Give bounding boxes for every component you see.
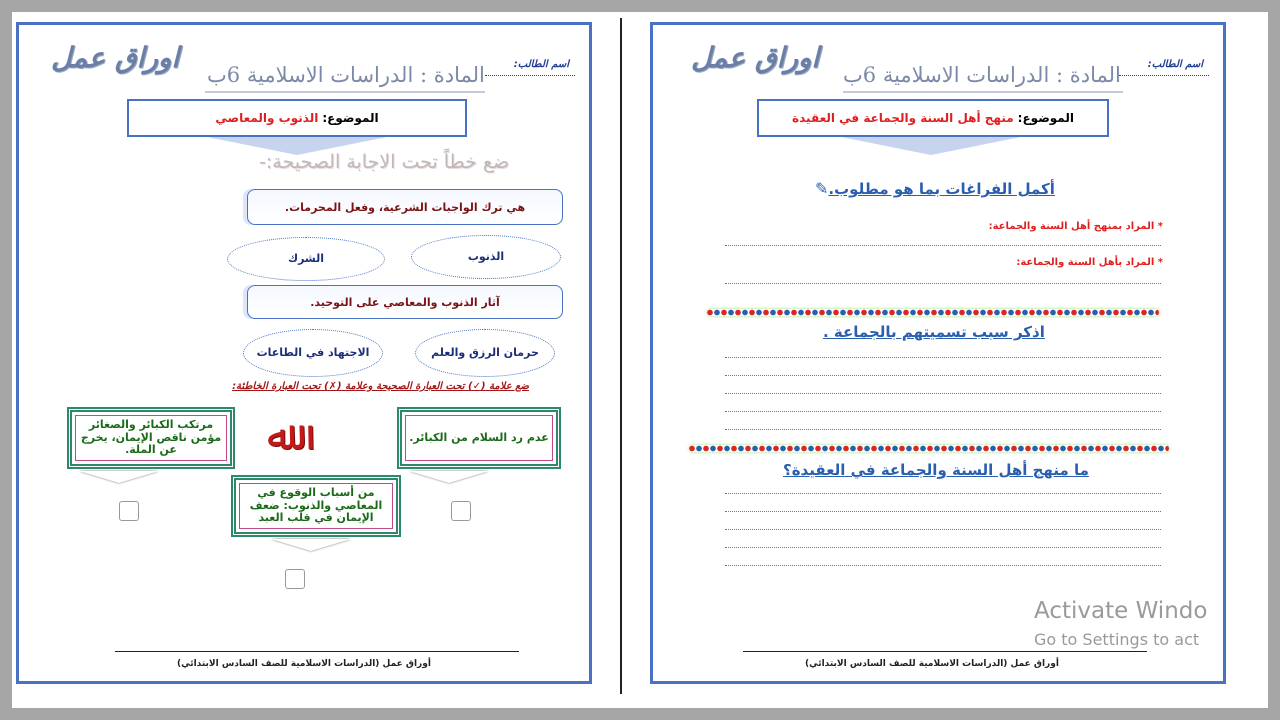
bead-divider-2 [689, 445, 1169, 452]
topic-value: الذنوب والمعاصي [215, 111, 319, 125]
student-name-label: اسم الطالب: [513, 59, 569, 70]
answer-line-12[interactable] [725, 565, 1161, 566]
fill-blanks-heading [811, 179, 1055, 198]
reason-heading: اذكر سبب تسميتهم بالجماعة . [823, 323, 1045, 341]
definition-scroll: هي ترك الواجبات الشرعية، وفعل المحرمات. [247, 189, 563, 225]
topic-label: الموضوع: [1017, 111, 1074, 125]
choice-oval-shirk[interactable]: الشرك [227, 237, 385, 281]
student-name-line [485, 75, 575, 76]
arrow-left-card [79, 471, 159, 483]
methodology-heading: ما منهج أهل السنة والجماعة في العقيدة؟ [783, 461, 1089, 479]
answer-line-2[interactable] [725, 283, 1161, 284]
topic-value: منهج أهل السنة والجماعة في العقيدة [792, 111, 1014, 125]
mark-instruction: ضع علامة (✓) تحت العبارة الصحيحة وعلامة (✗) تحت العبارة الخاطئة: [232, 381, 529, 392]
statement-card-greeting: عدم رد السلام من الكبائر. [397, 407, 561, 469]
answer-line-4[interactable] [725, 375, 1161, 376]
footer-divider [743, 651, 1147, 652]
choice-oval-deprivation[interactable]: حرمان الرزق والعلم [415, 329, 555, 377]
answer-checkbox-right[interactable] [451, 501, 471, 521]
activation-watermark-subtitle: Go to Settings to act [1034, 630, 1200, 649]
footer-divider [115, 651, 519, 652]
worksheet-title: اوراق عمل [51, 41, 180, 74]
student-name-line [1119, 75, 1209, 76]
subject-underline [205, 91, 485, 93]
choice-oval-diligence[interactable]: الاجتهاد في الطاعات [243, 329, 383, 377]
statement-card-major-sins: مرتكب الكبائر والصغائر مؤمن ناقص الإيمان، يخرج عن الملة. [67, 407, 235, 469]
topic-box [757, 99, 1109, 137]
answer-line-8[interactable] [725, 493, 1161, 494]
answer-line-5[interactable] [725, 393, 1161, 394]
answer-line-6[interactable] [725, 411, 1161, 412]
left-page [16, 22, 592, 684]
answer-line-7[interactable] [725, 429, 1161, 430]
subject-label: المادة : الدراسات الاسلامية 6ب [843, 63, 1121, 87]
bead-divider-1 [707, 309, 1159, 316]
footer-text: أوراق عمل (الدراسات الاسلامية للصف السادس الابتدائي) [805, 659, 1059, 669]
subject-underline [843, 91, 1123, 93]
topic-box [127, 99, 467, 137]
choice-oval-sins[interactable]: الذنوب [411, 235, 561, 279]
answer-checkbox-left[interactable] [119, 501, 139, 521]
footer-text: أوراق عمل (الدراسات الاسلامية للصف السادس الابتدائي) [177, 659, 431, 669]
answer-line-11[interactable] [725, 547, 1161, 548]
arrow-center-card [271, 539, 351, 551]
page-divider [620, 18, 622, 694]
right-page [650, 22, 1226, 684]
answer-line-1[interactable] [725, 245, 1161, 246]
statement-card-causes: من أسباب الوقوع في المعاصي والذنوب: ضعف الإيمان في قلب العبد [231, 475, 401, 537]
answer-line-3[interactable] [725, 357, 1161, 358]
pencil-icon: ✎ [815, 179, 829, 198]
worksheet-title: اوراق عمل [691, 41, 820, 74]
instruction-heading: ضع خطاً تحت الاجابة الصحيحة:- [259, 151, 510, 173]
question-2: * المراد بأهل السنة والجماعة: [1016, 257, 1163, 268]
subject-label: المادة : الدراسات الاسلامية 6ب [207, 63, 485, 87]
answer-line-10[interactable] [725, 529, 1161, 530]
answer-checkbox-center[interactable] [285, 569, 305, 589]
answer-line-9[interactable] [725, 511, 1161, 512]
arrow-right-card [409, 471, 489, 483]
topic-label: الموضوع: [322, 111, 379, 125]
student-name-label: اسم الطالب: [1147, 59, 1203, 70]
islamic-calligraphy-icon: ﷲ [267, 413, 291, 459]
activation-watermark-title: Activate Windo [1034, 598, 1208, 624]
effects-scroll: آثار الذنوب والمعاصي على التوحيد. [247, 285, 563, 319]
question-1: * المراد بمنهج أهل السنة والجماعة: [988, 221, 1163, 232]
fill-blanks-text: أكمل الفراغات بما هو مطلوب. [828, 180, 1055, 198]
topic-arrow [841, 137, 1021, 155]
